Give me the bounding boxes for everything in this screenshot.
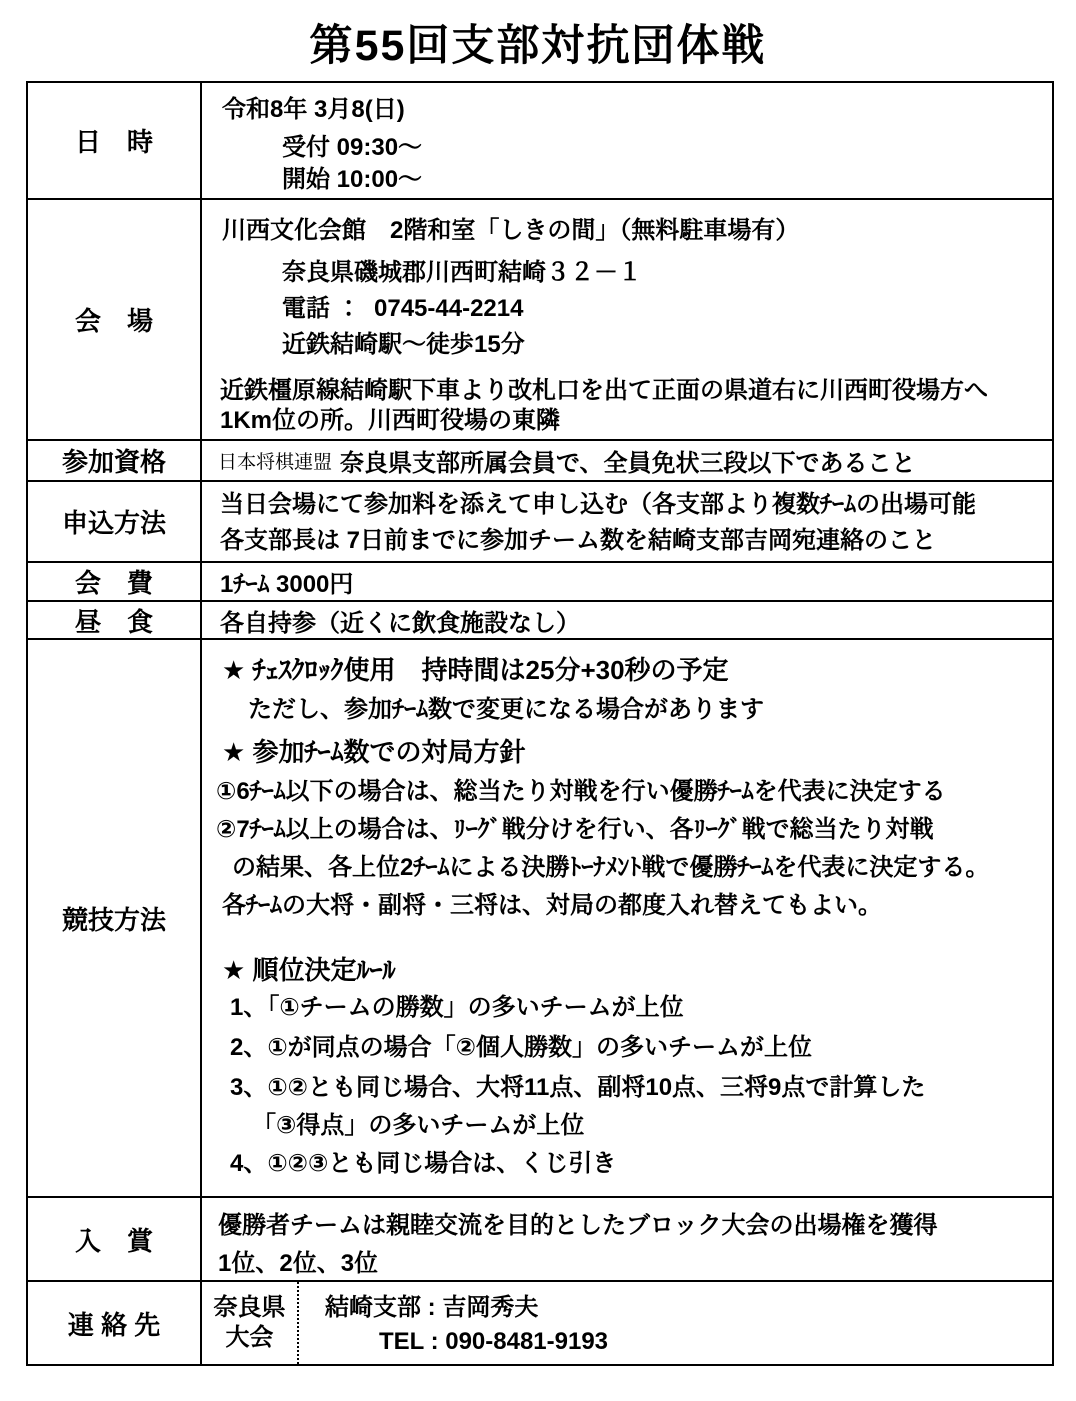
eligibility-text-wrap [202, 441, 1052, 480]
method-ranking-header: ★ 順位決定ﾙｰﾙ [222, 955, 396, 985]
method-ranking-rule-3: 3、①②とも同じ場合、大将11点、副将10点、三将9点で計算した [230, 1074, 926, 1101]
method-ranking-rule-4: 4、①②③とも同じ場合は、くじ引き [230, 1150, 617, 1177]
contact-org-line-2: 大会 [225, 1324, 274, 1351]
method-ranking-rule-2: 2、①が同点の場合「②個人勝数」の多いチームが上位 [230, 1034, 812, 1061]
table-row-fee [28, 563, 1052, 602]
venue-address: 奈良県磯城郡川西町結崎３２－１ [282, 259, 642, 286]
application-line-2: 各支部長は 7日前までに参加チーム数を結崎支部吉岡宛連絡のこと [220, 527, 937, 554]
contact-org-cell [202, 1282, 299, 1364]
table-row-prize [28, 1198, 1052, 1282]
datetime-date: 令和8年 3月8(日) [222, 96, 405, 123]
row-label-fee: 会 費 [28, 563, 202, 600]
contact-person-cell [299, 1282, 608, 1364]
venue-name: 川西文化会館 2階和室「しきの間」（無料駐車場有） [222, 217, 800, 244]
row-label-venue: 会 場 [28, 200, 202, 439]
page-title: 第55回支部対抗団体戦 [309, 22, 767, 70]
row-content-lunch [202, 602, 1052, 638]
method-clock-rule-note: ただし、参加ﾁｰﾑ数で変更になる場合があります [248, 696, 764, 723]
datetime-reception: 受付 09:30～ [282, 134, 423, 161]
venue-access-walk: 近鉄結崎駅～徒歩15分 [282, 331, 525, 358]
contact-phone: TEL : 090-8481-9193 [379, 1328, 609, 1355]
table-row-datetime [28, 83, 1052, 200]
row-content-venue [202, 200, 1052, 439]
contact-person: 結崎支部 : 吉岡秀夫 [325, 1294, 539, 1321]
row-content-datetime [202, 83, 1052, 198]
table-row-eligibility [28, 441, 1052, 482]
venue-directions-1: 近鉄橿原線結崎駅下車より改札口を出て正面の県道右に川西町役場方へ [220, 377, 988, 404]
table-row-venue [28, 200, 1052, 441]
fee-amount: 1ﾁｰﾑ 3000円 [220, 571, 354, 598]
row-content-contact [202, 1282, 1052, 1364]
contact-org-line-1: 奈良県 [213, 1294, 286, 1321]
table-row-application [28, 482, 1052, 563]
row-label-eligibility: 参加資格 [28, 441, 202, 480]
row-content-method [202, 640, 1052, 1196]
table-row-method [28, 640, 1052, 1198]
row-label-application: 申込方法 [28, 482, 202, 561]
contact-wrap [202, 1282, 1052, 1364]
lunch-note: 各自持参（近くに飲食施設なし） [220, 609, 580, 637]
row-content-eligibility [202, 441, 1052, 480]
row-content-fee [202, 563, 1052, 600]
method-pairing-item-1: ①6ﾁｰﾑ以下の場合は、総当たり対戦を行い優勝ﾁｰﾑを代表に決定する [216, 778, 946, 805]
table-row-contact [28, 1282, 1052, 1364]
info-table [26, 81, 1054, 1366]
prize-line-1: 優勝者チームは親睦交流を目的としたブロック大会の出場権を獲得 [218, 1212, 938, 1239]
method-pairing-item-2: ②7ﾁｰﾑ以上の場合は、ﾘｰｸﾞ戦分けを行い、各ﾘｰｸﾞ戦で総当たり対戦 [216, 816, 934, 843]
eligibility-condition: 奈良県支部所属会員で、全員免状三段以下であること [340, 450, 916, 477]
row-content-prize [202, 1198, 1052, 1280]
method-pairing-item-2-cont: の結果、各上位2ﾁｰﾑによる決勝ﾄｰﾅﾒﾝﾄ戦で優勝ﾁｰﾑを代表に決定する。 [232, 854, 990, 881]
method-ranking-rule-3-cont: 「③得点」の多いチームが上位 [252, 1112, 585, 1139]
row-label-prize: 入 賞 [28, 1198, 202, 1280]
row-label-datetime: 日 時 [28, 83, 202, 198]
method-lineup-note: 各ﾁｰﾑの大将・副将・三将は、対局の都度入れ替えてもよい。 [222, 892, 882, 919]
row-label-contact: 連 絡 先 [28, 1282, 202, 1364]
row-label-lunch: 昼 食 [28, 602, 202, 638]
method-pairing-policy-header: ★ 参加ﾁｰﾑ数での対局方針 [222, 737, 526, 767]
method-clock-rule: ★ ﾁｪｽｸﾛｯｸ使用 持時間は25分+30秒の予定 [222, 655, 729, 685]
row-label-method: 競技方法 [28, 640, 202, 1196]
table-row-lunch [28, 602, 1052, 640]
application-line-1: 当日会場にて参加料を添えて申し込む（各支部より複数ﾁｰﾑの出場可能 [220, 491, 976, 518]
row-content-application [202, 482, 1052, 561]
eligibility-federation: 日本将棋連盟 [218, 452, 333, 473]
venue-directions-2: 1Km位の所。川西町役場の東隣 [220, 407, 561, 434]
method-ranking-rule-1: 1、「①チームの勝数」の多いチームが上位 [230, 994, 684, 1021]
prize-line-2: 1位、2位、3位 [218, 1250, 379, 1277]
venue-phone: 電話 ： 0745-44-2214 [282, 295, 524, 322]
datetime-start: 開始 10:00～ [282, 166, 423, 193]
